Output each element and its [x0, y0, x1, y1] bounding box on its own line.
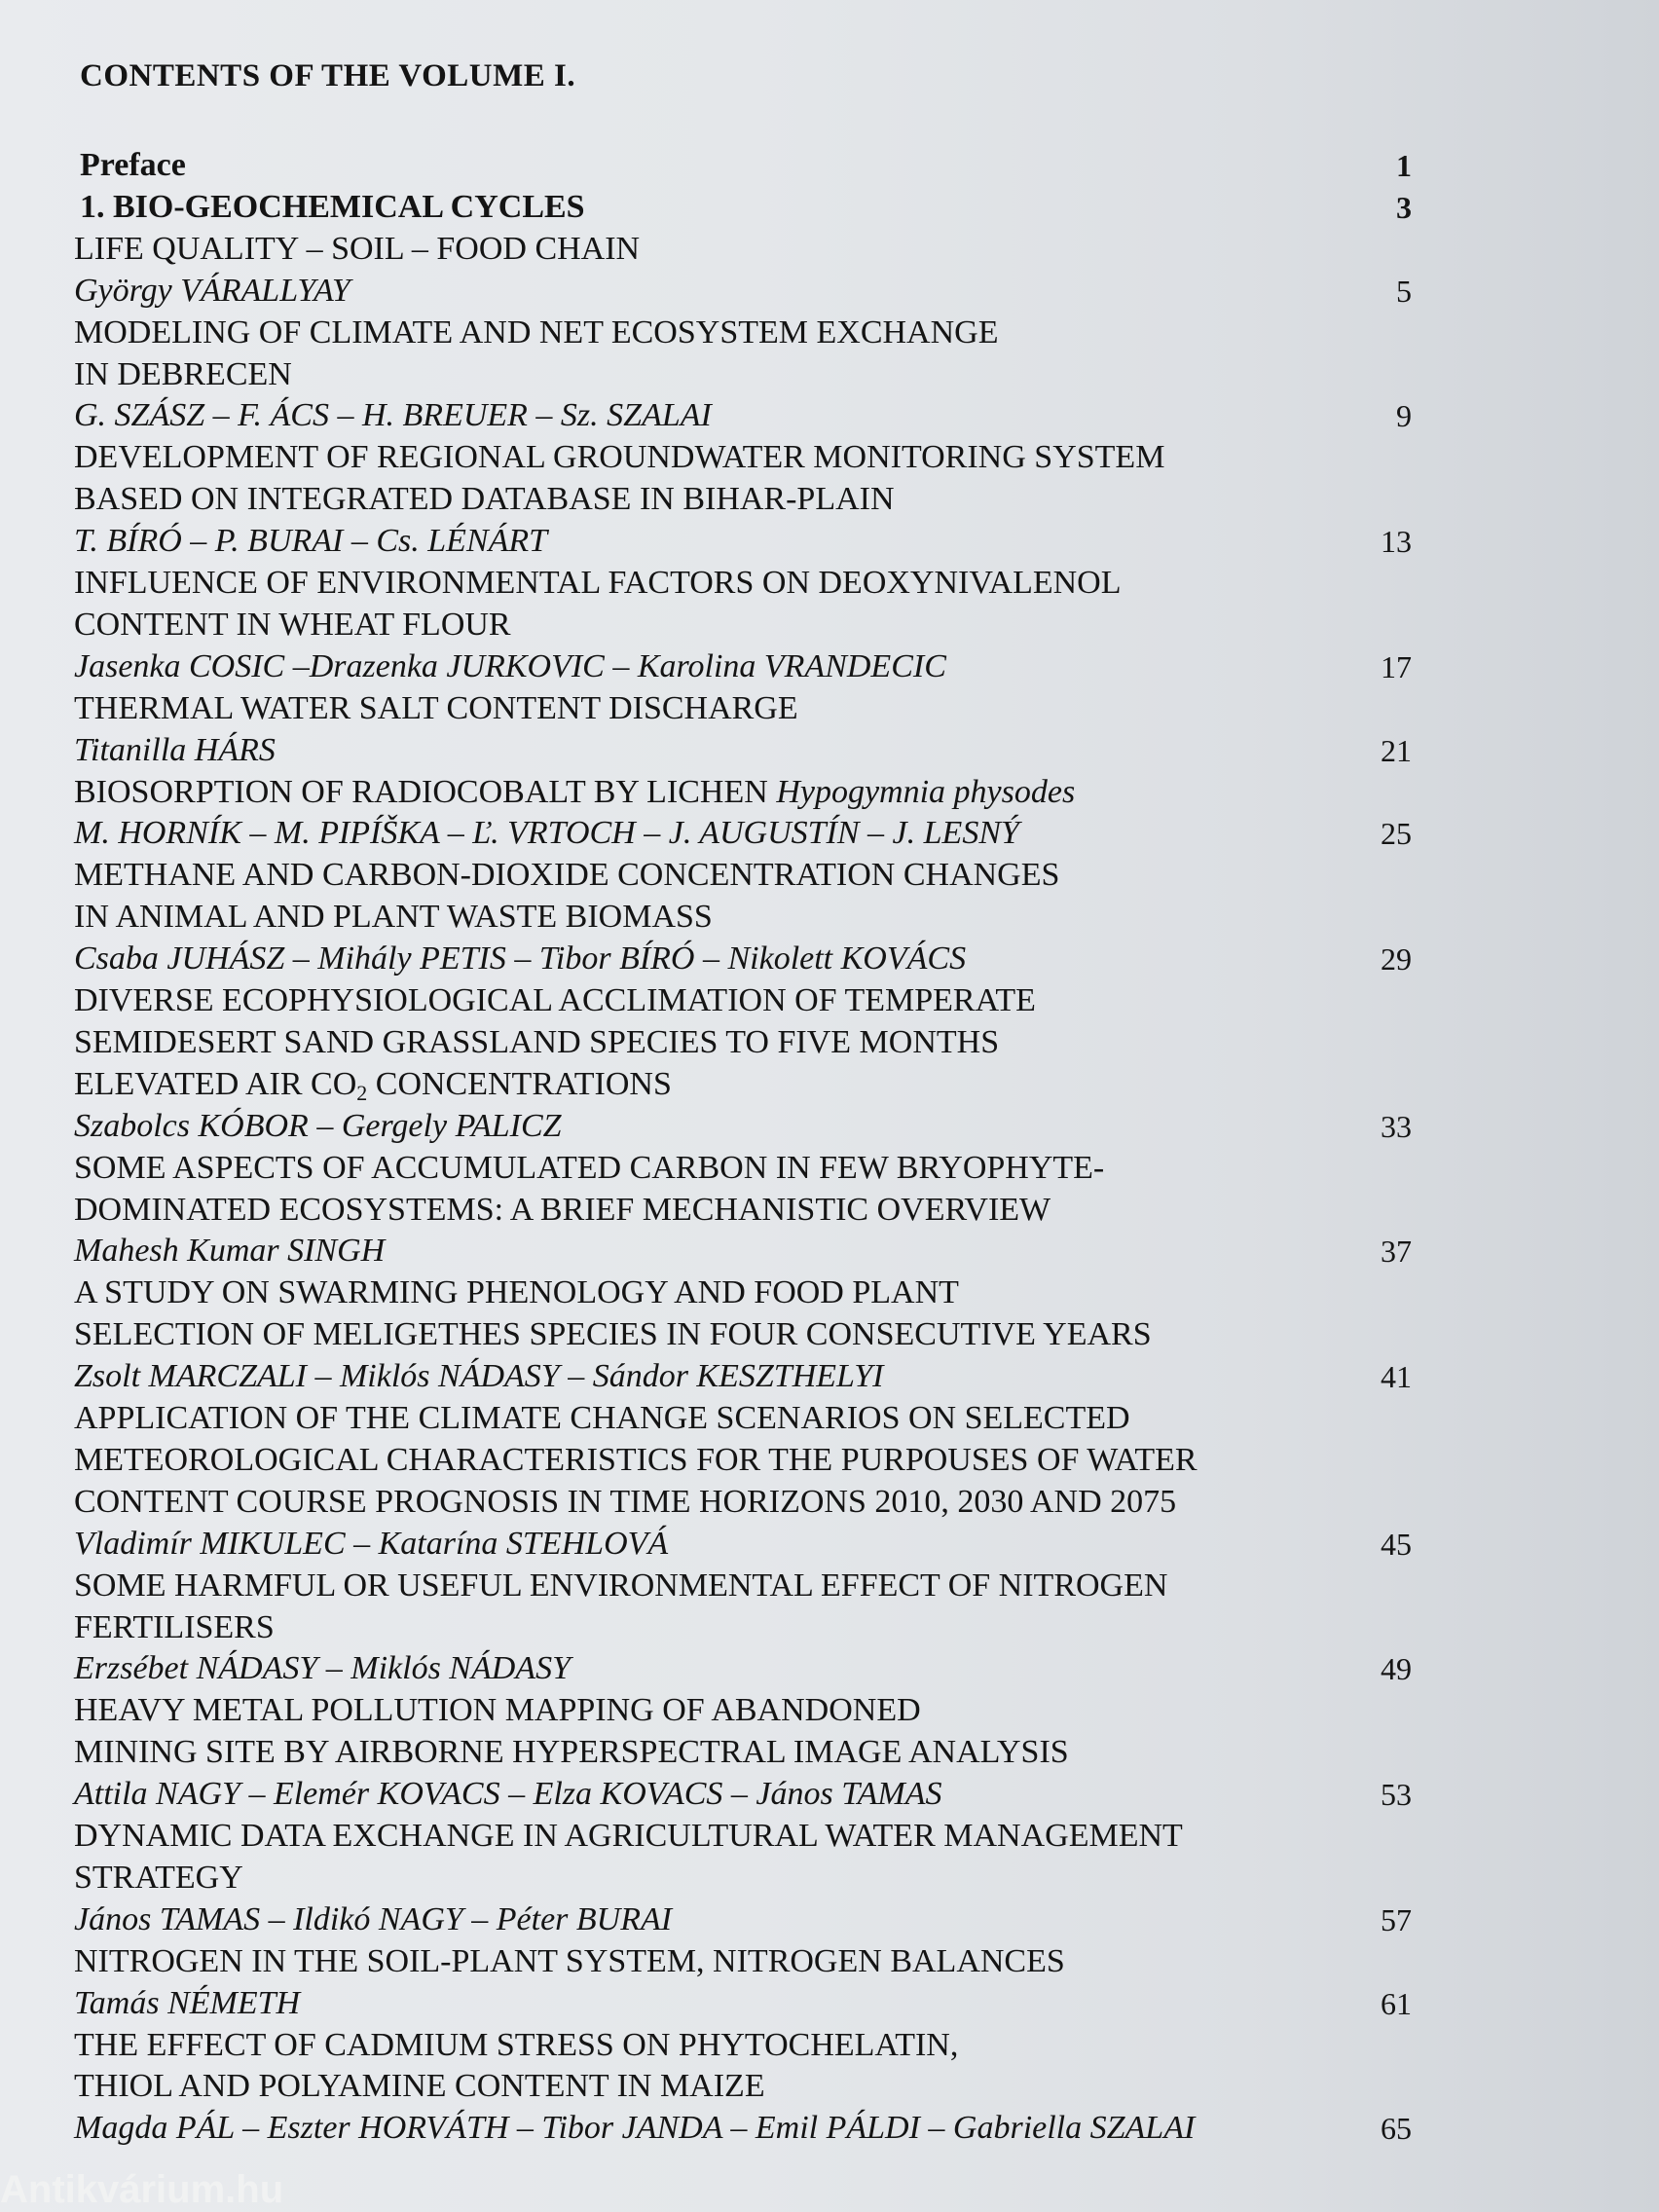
- toc-title: [74, 773, 1075, 812]
- toc-authors: Attila NAGY – Elemér KOVACS – Elza KOVACS – János TAMAS: [74, 1776, 942, 1812]
- contents-heading: CONTENTS OF THE VOLUME I.: [80, 58, 576, 93]
- toc-title: METEOROLOGICAL CHARACTERISTICS FOR THE PURPOUSES OF WATER: [74, 1442, 1198, 1478]
- toc-title: THIOL AND POLYAMINE CONTENT IN MAIZE: [74, 2068, 765, 2104]
- toc-authors: Mahesh Kumar SINGH: [74, 1233, 386, 1269]
- page-number: 33: [1381, 1109, 1412, 1144]
- toc-title: CONTENT COURSE PROGNOSIS IN TIME HORIZONS 2010, 2030 AND 2075: [74, 1484, 1177, 1520]
- page-number: 1: [1396, 148, 1412, 183]
- page-number: 13: [1381, 524, 1412, 559]
- toc-title: APPLICATION OF THE CLIMATE CHANGE SCENARIOS ON SELECTED: [74, 1400, 1130, 1436]
- toc-authors: G. SZÁSZ – F. ÁCS – H. BREUER – Sz. SZALAI: [74, 397, 712, 433]
- toc-authors: György VÁRALLYAY: [74, 273, 350, 309]
- toc-authors: M. HORNÍK – M. PIPÍŠKA – Ľ. VRTOCH – J. AUGUSTÍN – J. LESNÝ: [74, 815, 1019, 851]
- toc-title: INFLUENCE OF ENVIRONMENTAL FACTORS ON DEOXYNIVALENOL: [74, 565, 1122, 601]
- toc-title: [74, 1065, 672, 1104]
- toc-title: SELECTION OF MELIGETHES SPECIES IN FOUR CONSECUTIVE YEARS: [74, 1316, 1152, 1352]
- toc-authors: Tamás NÉMETH: [74, 1985, 301, 2021]
- toc-title: NITROGEN IN THE SOIL-PLANT SYSTEM, NITROGEN BALANCES: [74, 1943, 1065, 1979]
- toc-title: A STUDY ON SWARMING PHENOLOGY AND FOOD PLANT: [74, 1274, 959, 1310]
- toc-authors: Magda PÁL – Eszter HORVÁTH – Tibor JANDA – Emil PÁLDI – Gabriella SZALAI: [74, 2110, 1196, 2146]
- page-number: 29: [1381, 941, 1412, 977]
- page-number: 57: [1381, 1902, 1412, 1937]
- toc-title: SOME ASPECTS OF ACCUMULATED CARBON IN FEW BRYOPHYTE-: [74, 1150, 1105, 1186]
- page-number: 21: [1381, 733, 1412, 768]
- toc-title-text: CONCENTRATIONS: [367, 1066, 672, 1102]
- toc-authors: T. BÍRÓ – P. BURAI – Cs. LÉNÁRT: [74, 523, 548, 559]
- toc-authors: Zsolt MARCZALI – Miklós NÁDASY – Sándor KESZTHELYI: [74, 1358, 884, 1394]
- watermark: Antikvárium.hu: [0, 2168, 284, 2211]
- toc-title: METHANE AND CARBON-DIOXIDE CONCENTRATION CHANGES: [74, 857, 1060, 893]
- toc-authors: Erzsébet NÁDASY – Miklós NÁDASY: [74, 1650, 571, 1686]
- toc-title: LIFE QUALITY – SOIL – FOOD CHAIN: [74, 231, 641, 267]
- toc-title: MINING SITE BY AIRBORNE HYPERSPECTRAL IMAGE ANALYSIS: [74, 1734, 1069, 1770]
- toc-authors: Jasenka COSIC –Drazenka JURKOVIC – Karolina VRANDECIC: [74, 648, 946, 684]
- toc-authors: János TAMAS – Ildikó NAGY – Péter BURAI: [74, 1901, 673, 1937]
- toc-title: DOMINATED ECOSYSTEMS: A BRIEF MECHANISTIC OVERVIEW: [74, 1192, 1051, 1228]
- toc-title: IN ANIMAL AND PLANT WASTE BIOMASS: [74, 899, 713, 935]
- page-number: 53: [1381, 1777, 1412, 1812]
- toc-title: SOME HARMFUL OR USEFUL ENVIRONMENTAL EFFECT OF NITROGEN: [74, 1567, 1168, 1604]
- toc-authors: Titanilla HÁRS: [74, 732, 276, 768]
- page-number: 25: [1381, 816, 1412, 851]
- page-number: 37: [1381, 1234, 1412, 1269]
- toc-title: MODELING OF CLIMATE AND NET ECOSYSTEM EXCHANGE: [74, 314, 999, 350]
- toc-title: FERTILISERS: [74, 1609, 275, 1645]
- page-number: 45: [1381, 1527, 1412, 1562]
- toc-title: DYNAMIC DATA EXCHANGE IN AGRICULTURAL WATER MANAGEMENT: [74, 1818, 1183, 1854]
- subscript: 2: [356, 1081, 368, 1105]
- toc-section: 1. BIO-GEOCHEMICAL CYCLES: [80, 189, 585, 225]
- page-number: 65: [1381, 2111, 1412, 2146]
- page-number: 17: [1381, 649, 1412, 684]
- page-number: 49: [1381, 1651, 1412, 1686]
- toc-title: BASED ON INTEGRATED DATABASE IN BIHAR-PLAIN: [74, 481, 895, 517]
- toc-authors: Vladimír MIKULEC – Katarína STEHLOVÁ: [74, 1526, 669, 1562]
- toc-title: THERMAL WATER SALT CONTENT DISCHARGE: [74, 690, 798, 726]
- page-number: 41: [1381, 1359, 1412, 1394]
- toc-title-species: Hypogymnia physodes: [776, 774, 1076, 810]
- toc-title-text: ELEVATED AIR CO: [74, 1066, 357, 1102]
- page-number: 9: [1396, 398, 1412, 433]
- toc-section: Preface: [80, 147, 186, 183]
- toc-title: SEMIDESERT SAND GRASSLAND SPECIES TO FIVE MONTHS: [74, 1024, 1000, 1060]
- toc-title-text: BIOSORPTION OF RADIOCOBALT BY LICHEN: [74, 774, 777, 810]
- page-number: 5: [1396, 274, 1412, 309]
- toc-title: HEAVY METAL POLLUTION MAPPING OF ABANDONED: [74, 1692, 921, 1728]
- toc-title: THE EFFECT OF CADMIUM STRESS ON PHYTOCHELATIN,: [74, 2027, 959, 2063]
- page-number: 3: [1396, 190, 1412, 225]
- toc-title: IN DEBRECEN: [74, 356, 292, 392]
- toc-title: STRATEGY: [74, 1860, 243, 1896]
- toc-title: DIVERSE ECOPHYSIOLOGICAL ACCLIMATION OF TEMPERATE: [74, 982, 1036, 1018]
- toc-authors: Csaba JUHÁSZ – Mihály PETIS – Tibor BÍRÓ – Nikolett KOVÁCS: [74, 940, 967, 977]
- toc-title: DEVELOPMENT OF REGIONAL GROUNDWATER MONITORING SYSTEM: [74, 439, 1165, 475]
- toc-title: CONTENT IN WHEAT FLOUR: [74, 607, 511, 643]
- toc-authors: Szabolcs KÓBOR – Gergely PALICZ: [74, 1108, 562, 1144]
- page-number: 61: [1381, 1986, 1412, 2021]
